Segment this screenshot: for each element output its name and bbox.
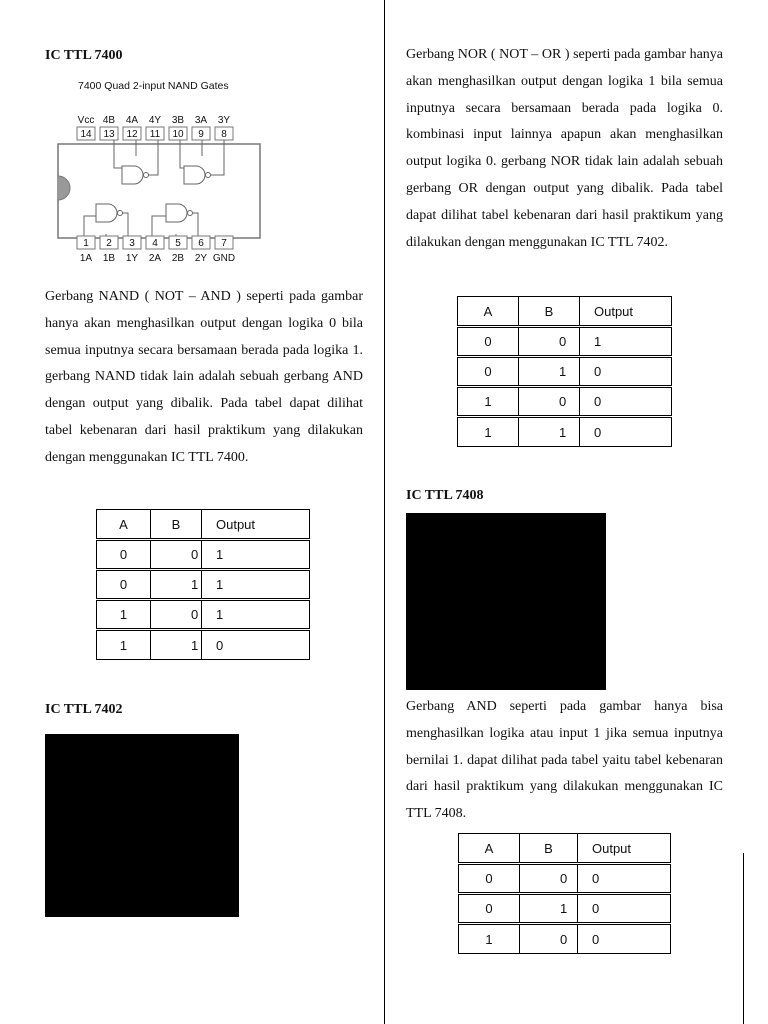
pin-number-bottom: 6 — [198, 238, 204, 249]
pin-label-top: 4A — [125, 115, 139, 126]
table-row — [459, 894, 671, 924]
table-row — [97, 600, 310, 630]
table-row — [459, 924, 671, 954]
pin-label-bottom: 1B — [102, 253, 116, 264]
cell: 1 — [458, 387, 519, 417]
cell: 1 — [97, 600, 151, 630]
cell: 0 — [519, 387, 580, 417]
cell: 1 — [202, 540, 310, 570]
heading-ic-7402: IC TTL 7402 — [45, 702, 123, 717]
pin-label-top: 3Y — [217, 115, 231, 126]
header-b: B — [151, 510, 202, 540]
cell: 1 — [151, 630, 202, 660]
cell: 1 — [520, 894, 578, 924]
ic-chip-drawing — [56, 80, 266, 268]
pin-number-bottom: 1 — [83, 238, 89, 249]
cell: 1 — [458, 417, 519, 447]
pin-number-bottom: 7 — [221, 238, 227, 249]
nor-description: Gerbang NOR ( NOT – OR ) seperti pada gambar hanya akan menghasilkan output dengan logika 1 bila semua inputnya secara bersamaan berada pada logika 0. kombinasi input lainnya apapun akan menghasilkan output logika 0. gerbang NOR tidak lain adalah sebuah gerbang OR dengan output yang dibalik. Pada tabel dapat dilihat tabel kebenaran dari hasil praktikum yang dilakukan dengan menggunakan IC TTL 7402. — [406, 47, 723, 250]
ic-7402-image — [45, 734, 239, 917]
cell: 0 — [578, 894, 671, 924]
cell: 0 — [459, 894, 520, 924]
header-b: B — [519, 297, 580, 327]
cell: 1 — [202, 600, 310, 630]
cell: 0 — [151, 540, 202, 570]
pin-label-bottom: GND — [212, 253, 236, 264]
pin-number-bottom: 5 — [175, 238, 181, 249]
truth-table-7402 — [457, 296, 672, 447]
pin-number-top: 9 — [198, 129, 204, 140]
pin-label-top: 3B — [171, 115, 185, 126]
table-header-row — [458, 297, 672, 327]
pin-number-top: 8 — [221, 129, 227, 140]
cell: 0 — [458, 327, 519, 357]
pin-number-top: 12 — [126, 129, 138, 140]
cell: 1 — [459, 924, 520, 954]
pin-label-top: 4B — [102, 115, 116, 126]
header-a: A — [97, 510, 151, 540]
table-header-row — [459, 834, 671, 864]
nand-description: Gerbang NAND ( NOT – AND ) seperti pada gambar hanya akan menghasilkan output dengan logika 0 bila semua inputnya secara bersamaan berada pada logika 1. gerbang NAND tidak lain adalah sebuah gerbang AND dengan output yang dibalik. Pada tabel dapat dilihat tabel kebenaran dari hasil praktikum yang dilakukan dengan menggunakan IC TTL 7400. — [45, 289, 363, 465]
ic-diagram-title: 7400 Quad 2-input NAND Gates — [78, 80, 229, 92]
table-row — [458, 357, 672, 387]
table-row — [458, 387, 672, 417]
column-divider — [384, 0, 385, 1024]
heading-ic-7400: IC TTL 7400 — [45, 48, 123, 63]
cell: 0 — [459, 864, 520, 894]
cell: 0 — [202, 630, 310, 660]
header-a: A — [459, 834, 520, 864]
pin-number-top: 14 — [80, 129, 92, 140]
table-row — [459, 864, 671, 894]
cell: 0 — [580, 417, 672, 447]
pin-label-bottom: 2B — [171, 253, 185, 264]
cell: 0 — [97, 540, 151, 570]
cell: 0 — [520, 924, 578, 954]
header-b: B — [520, 834, 578, 864]
page-edge-line — [743, 853, 744, 1024]
cell: 1 — [519, 357, 580, 387]
cell: 1 — [151, 570, 202, 600]
ic-7408-image — [406, 513, 606, 690]
pin-number-top: 13 — [103, 129, 115, 140]
heading-ic-7408: IC TTL 7408 — [406, 488, 484, 503]
table-row — [97, 540, 310, 570]
cell: 1 — [202, 570, 310, 600]
pin-label-bottom: 2Y — [194, 253, 208, 264]
cell: 0 — [519, 327, 580, 357]
table-row — [97, 570, 310, 600]
truth-table-7408 — [458, 833, 671, 954]
cell: 1 — [580, 327, 672, 357]
cell: 0 — [458, 357, 519, 387]
pin-label-bottom: 2A — [148, 253, 162, 264]
cell: 1 — [519, 417, 580, 447]
cell: 1 — [97, 630, 151, 660]
header-output: Output — [580, 297, 672, 327]
pin-label-bottom: 1A — [79, 253, 93, 264]
table-row — [458, 327, 672, 357]
cell: 0 — [151, 600, 202, 630]
pin-number-bottom: 3 — [129, 238, 135, 249]
pin-number-bottom: 4 — [152, 238, 158, 249]
cell: 0 — [580, 357, 672, 387]
truth-table-7400 — [96, 509, 310, 660]
table-header-row — [97, 510, 310, 540]
chip-body — [58, 144, 260, 238]
pin-number-top: 10 — [172, 129, 184, 140]
cell: 0 — [578, 864, 671, 894]
cell: 0 — [520, 864, 578, 894]
cell: 0 — [578, 924, 671, 954]
header-output: Output — [578, 834, 671, 864]
table-row — [458, 417, 672, 447]
header-output: Output — [202, 510, 310, 540]
pin-number-top: 11 — [149, 129, 161, 140]
and-description: Gerbang AND seperti pada gambar hanya bisa menghasilkan logika atau input 1 jika semua inputnya bernilai 1. dapat dilihat pada tabel yaitu tabel kebenaran dari hasil praktikum yang dilakukan menggunakan IC TTL 7408. — [406, 699, 723, 822]
pin-label-top: Vcc — [77, 115, 95, 126]
table-row — [97, 630, 310, 660]
pin-number-bottom: 2 — [106, 238, 112, 249]
ic-7400-pinout-diagram — [56, 80, 266, 268]
pin-label-top: 4Y — [148, 115, 162, 126]
pin-label-top: 3A — [194, 115, 208, 126]
header-a: A — [458, 297, 519, 327]
pin-label-bottom: 1Y — [125, 253, 139, 264]
cell: 0 — [97, 570, 151, 600]
cell: 0 — [580, 387, 672, 417]
